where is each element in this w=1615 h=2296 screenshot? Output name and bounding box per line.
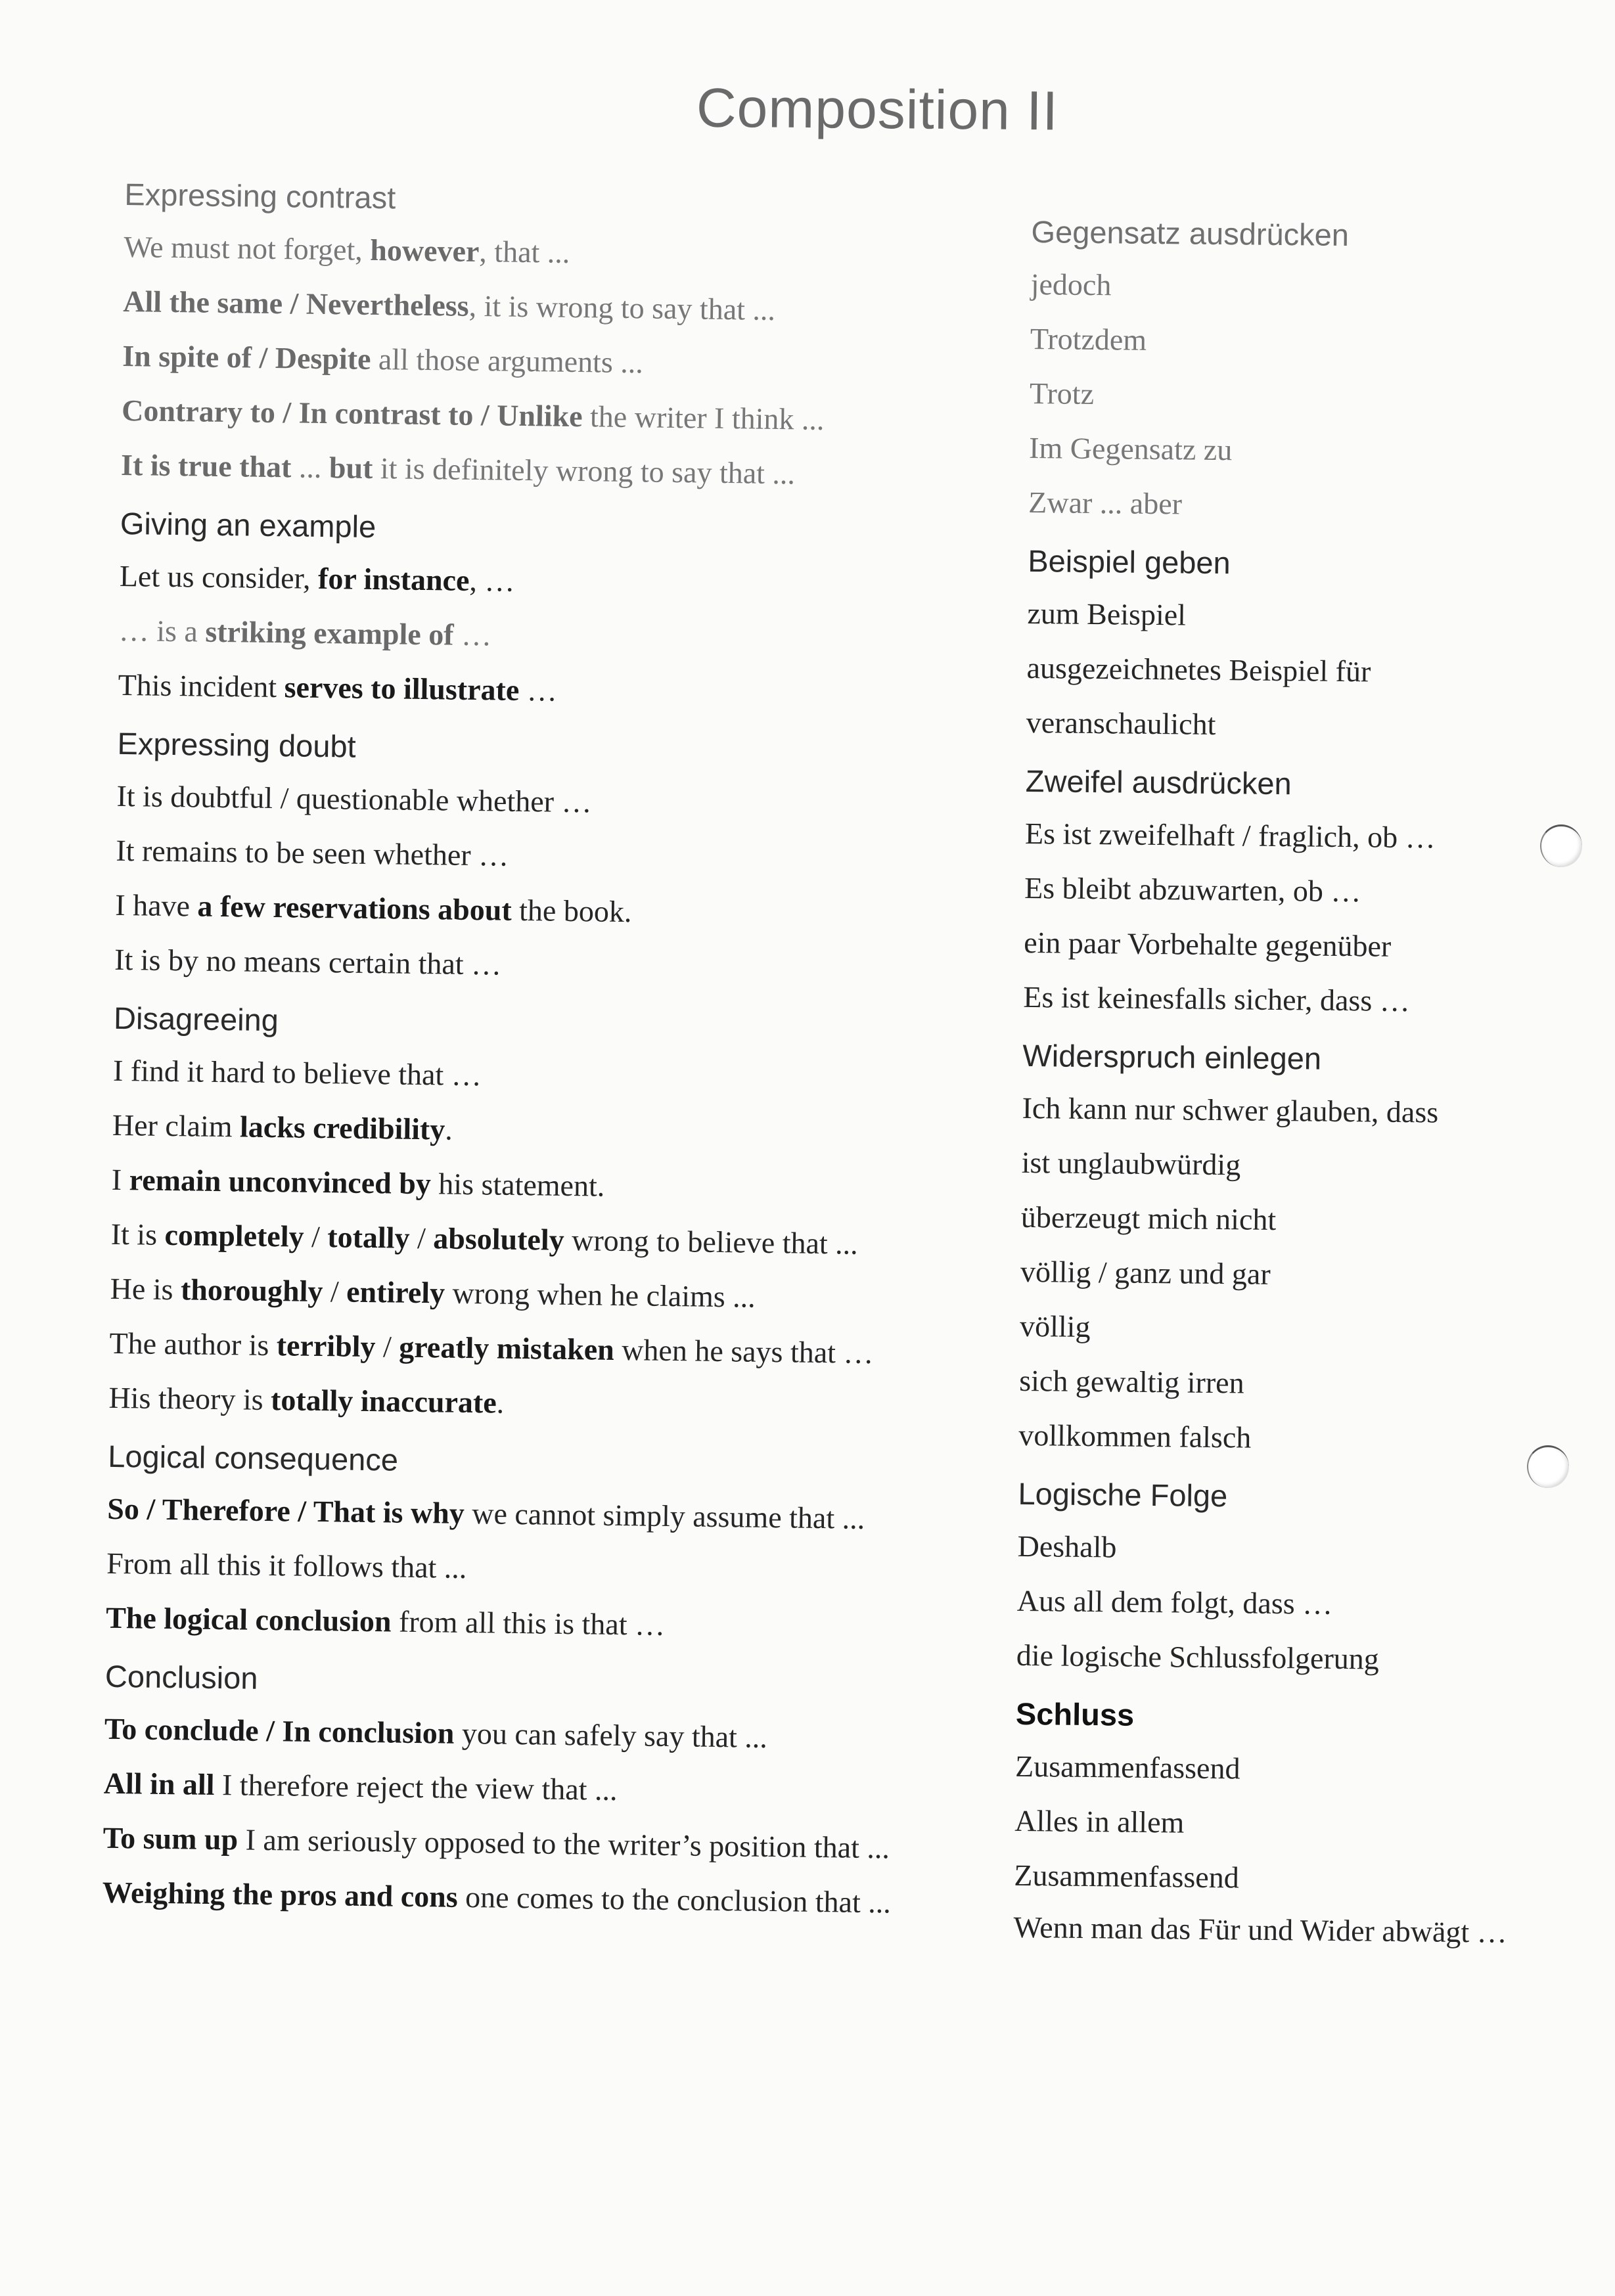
german-section-heading: Schluss: [1015, 1696, 1135, 1732]
german-phrase-line: [1021, 1135, 1574, 1196]
page-title: Composition II: [696, 76, 1059, 142]
german-section-heading: Widerspruch einlegen: [1022, 1037, 1322, 1076]
phrase-text: Zwar ... aber: [1028, 485, 1183, 521]
german-phrase-line: [1029, 420, 1581, 481]
phrase-text: you can safely say that ...: [454, 1716, 768, 1755]
phrase-text: Let us consider,: [119, 558, 319, 595]
phrase-text: one comes to the conclusion that ...: [457, 1880, 892, 1920]
english-section-heading: Conclusion: [104, 1658, 258, 1696]
phrase-text: Zusammenfassend: [1014, 1749, 1240, 1786]
phrase-text: die logische Schlussfolgerung: [1016, 1638, 1380, 1676]
phrase-text: , that ...: [479, 235, 570, 269]
phrase-text: …: [518, 673, 558, 708]
phrase-text: … is a: [118, 613, 206, 648]
german-phrase-line: [1016, 1628, 1568, 1688]
english-section-heading: Disagreeing: [113, 1000, 279, 1038]
phrase-text: , it is wrong to say that ...: [468, 288, 776, 326]
key-phrase: terribly: [276, 1328, 376, 1364]
german-phrase-line: [1019, 1353, 1572, 1414]
key-phrase: Weighing the pros and cons: [102, 1875, 459, 1914]
german-phrase-line: [1014, 1848, 1566, 1908]
english-section: [105, 1431, 1014, 1663]
phrase-text: veranschaulicht: [1026, 705, 1216, 741]
key-phrase: Contrary to / In contrast to / Unlike: [121, 393, 583, 434]
phrase-text: ausgezeichnetes Beispiel für: [1026, 650, 1371, 688]
key-phrase: remain unconvinced by: [129, 1163, 432, 1201]
german-translations-column: [1013, 207, 1583, 1956]
english-section: [102, 1652, 1012, 1938]
german-phrase-line: [1030, 257, 1583, 317]
phrase-text: It is: [110, 1217, 165, 1251]
phrase-text: völlig: [1019, 1309, 1091, 1344]
phrase-text: Wenn man das Für und Wider abwägt …: [1013, 1910, 1507, 1949]
english-section-heading: Expressing contrast: [124, 176, 396, 215]
german-phrase-line: [1025, 806, 1578, 867]
key-phrase: lacks credibility: [239, 1110, 445, 1146]
key-phrase: totally inaccurate: [270, 1383, 497, 1420]
phrase-text: we cannot simply assume that ...: [464, 1496, 865, 1535]
german-phrase-line: [1014, 1793, 1567, 1854]
phrase-text: Alles in allem: [1014, 1803, 1185, 1839]
phrase-text: the writer I think ...: [582, 399, 825, 436]
phrase-text: /: [409, 1221, 434, 1255]
english-section-heading: Expressing doubt: [117, 725, 357, 764]
phrase-text: Her claim: [112, 1108, 240, 1144]
key-phrase: but: [329, 451, 373, 485]
key-phrase: entirely: [346, 1274, 445, 1310]
german-phrase-line: [1024, 915, 1576, 976]
key-phrase: completely: [164, 1217, 304, 1253]
german-section-heading: Gegensatz ausdrücken: [1031, 214, 1350, 253]
phrase-text: überzeugt mich nicht: [1020, 1200, 1277, 1236]
key-phrase: however: [370, 233, 480, 269]
phrase-text: .: [444, 1112, 453, 1146]
key-phrase: thoroughly: [180, 1272, 323, 1309]
german-phrase-line: [1027, 586, 1580, 646]
phrase-text: It is by no means certain that …: [114, 942, 502, 981]
german-section: [1028, 207, 1583, 542]
phrase-text: Deshalb: [1017, 1529, 1117, 1564]
phrase-text: His theory is: [108, 1380, 271, 1417]
english-phrases-column: [102, 169, 1032, 1938]
phrase-text: /: [323, 1274, 347, 1309]
key-phrase: It is true that: [120, 447, 292, 484]
german-phrase-line: [1028, 475, 1581, 535]
punch-hole-top: [1540, 824, 1582, 867]
german-phrase-line: [1013, 1902, 1566, 1949]
phrase-text: From all this it follows that ...: [106, 1546, 467, 1585]
phrase-text: wrong to believe that ...: [564, 1223, 859, 1261]
phrase-text: Es ist keinesfalls sicher, dass …: [1023, 979, 1411, 1018]
german-section: [1026, 536, 1580, 762]
phrase-text: /: [304, 1219, 328, 1254]
german-phrase-line: [1017, 1519, 1570, 1579]
phrase-text: I: [111, 1162, 130, 1197]
phrase-text: This incident: [118, 667, 285, 704]
phrase-text: his statement.: [430, 1167, 605, 1203]
key-phrase: totally: [327, 1220, 410, 1255]
german-phrase-line: [1024, 861, 1577, 921]
key-phrase: All in all: [103, 1766, 215, 1801]
english-section-heading: Giving an example: [120, 505, 376, 545]
german-section: [1013, 1689, 1568, 1956]
german-phrase-line: [1030, 366, 1582, 426]
phrase-text: when he says that …: [614, 1332, 874, 1370]
punch-hole-bottom: [1527, 1445, 1569, 1488]
english-section: [118, 499, 1027, 731]
phrase-text: I have: [115, 888, 198, 923]
key-phrase: a few reservations about: [197, 889, 512, 927]
phrase-text: He is: [110, 1271, 181, 1307]
phrase-text: ein paar Vorbehalte gegenüber: [1024, 925, 1392, 963]
german-phrase-line: [1016, 1573, 1569, 1634]
german-phrase-line: [1020, 1190, 1573, 1250]
phrase-text: Zusammenfassend: [1014, 1858, 1240, 1895]
german-section: [1023, 756, 1578, 1037]
key-phrase: In spite of / Despite: [122, 338, 371, 376]
key-phrase: serves to illustrate: [284, 670, 520, 707]
german-phrase-line: [1018, 1408, 1571, 1468]
phrase-text: the book.: [511, 893, 632, 929]
key-phrase: To sum up: [102, 1820, 239, 1857]
german-section: [1018, 1031, 1575, 1475]
phrase-text: /: [375, 1330, 399, 1364]
phrase-text: We must not forget,: [124, 229, 371, 267]
phrase-text: Es ist zweifelhaft / fraglich, ob …: [1024, 816, 1436, 855]
phrase-text: from all this is that …: [391, 1604, 666, 1642]
key-phrase: absolutely: [432, 1221, 565, 1257]
phrase-text: Trotz: [1029, 376, 1095, 411]
german-phrase-line: [1026, 695, 1578, 755]
phrase-text: , …: [469, 563, 515, 598]
phrase-text: sich gewaltig irren: [1019, 1363, 1244, 1400]
german-phrase-line: [1030, 311, 1582, 372]
key-phrase: So / Therefore / That is why: [106, 1491, 465, 1530]
phrase-text: The author is: [109, 1326, 277, 1362]
phrase-text: Trotzdem: [1030, 321, 1147, 357]
phrase-text: I therefore reject the view that ...: [214, 1768, 618, 1807]
phrase-text: Es bleibt abzuwarten, ob …: [1024, 870, 1361, 909]
german-phrase-line: [1020, 1244, 1573, 1305]
german-phrase-line: [1015, 1739, 1568, 1799]
phrase-text: vollkommen falsch: [1018, 1418, 1252, 1454]
key-phrase: To conclude / In conclusion: [104, 1711, 455, 1750]
key-phrase: striking example of: [205, 614, 454, 652]
key-phrase: greatly mistaken: [398, 1330, 615, 1366]
key-phrase: The logical conclusion: [105, 1600, 392, 1638]
phrase-text: It is doubtful / questionable whether …: [116, 778, 592, 819]
phrase-text: I find it hard to believe that …: [112, 1053, 482, 1092]
phrase-text: ist unglaubwürdig: [1021, 1145, 1241, 1182]
english-section: [114, 719, 1024, 1005]
german-section: [1016, 1469, 1570, 1695]
english-section: [108, 993, 1021, 1443]
phrase-text: wrong when he claims ...: [444, 1276, 756, 1314]
phrase-text: Aus all dem folgt, dass …: [1016, 1583, 1333, 1621]
phrase-text: It remains to be seen whether …: [116, 833, 509, 872]
phrase-text: .: [496, 1385, 505, 1420]
german-phrase-line: [1026, 641, 1579, 701]
phrase-text: ...: [291, 450, 330, 485]
phrase-text: Im Gegensatz zu: [1028, 430, 1233, 467]
phrase-text: zum Beispiel: [1027, 596, 1187, 632]
german-phrase-line: [1020, 1299, 1572, 1359]
phrase-text: I am seriously opposed to the writer’s position that ...: [237, 1822, 890, 1865]
german-phrase-line: [1023, 970, 1576, 1030]
german-phrase-line: [1022, 1081, 1574, 1141]
german-section-heading: Logische Folge: [1018, 1475, 1228, 1514]
key-phrase: All the same / Nevertheless: [123, 284, 469, 323]
german-section-heading: Beispiel geben: [1028, 543, 1231, 581]
key-phrase: for instance: [317, 561, 470, 597]
phrase-text: it is definitely wrong to say that ...: [373, 451, 796, 491]
english-section: [120, 169, 1031, 510]
phrase-text: …: [453, 618, 492, 652]
phrase-text: jedoch: [1030, 267, 1112, 302]
phrase-text: Ich kann nur schwer glauben, dass: [1022, 1091, 1439, 1129]
english-section-heading: Logical consequence: [108, 1438, 399, 1477]
german-section-heading: Zweifel ausdrücken: [1025, 763, 1292, 801]
phrase-text: all those arguments ...: [371, 342, 644, 380]
phrase-text: völlig / ganz und gar: [1020, 1254, 1271, 1291]
